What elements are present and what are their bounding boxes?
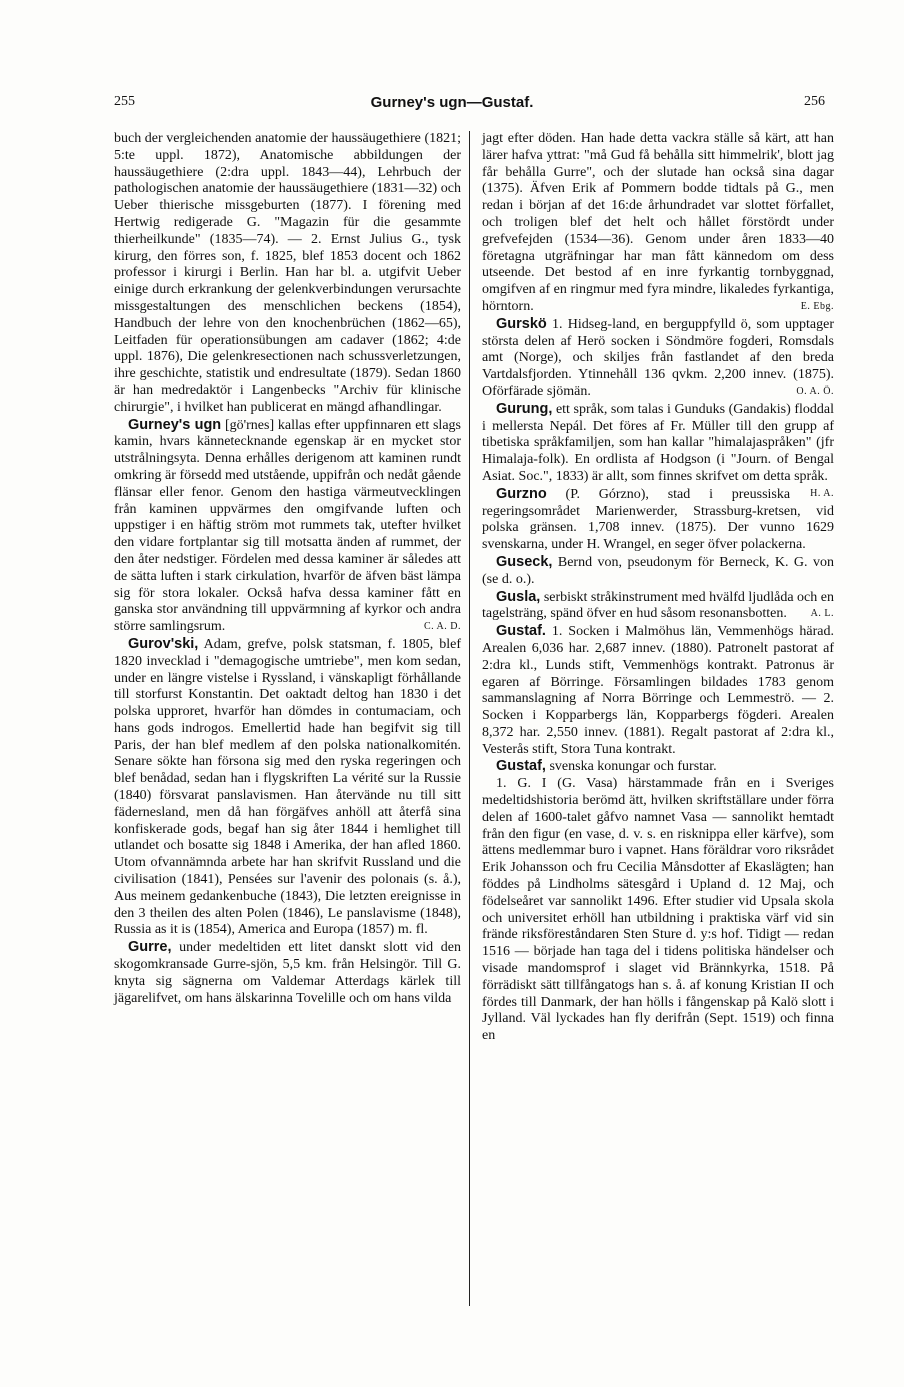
entry-text: [gö'rnes] kallas efter uppfinnaren ett slags kamin, hvars kännetecknande egenskap är en mycket stor utstrålningsyta. Denna erhålles derigenom att kaminen rundt omkring är försedd med utstående, uppifrån och nedåt gående flänsar eller fenor. Genom den hastiga värmeutvecklingen från kaminen uppvärmes den omgifvande luften och uppstiger i en häftig ström mot rummets tak, utefter hvilket den vidare fortplantar sig till motsatta änden af rummet, der den åter nedstiger. Fördelen med dessa kaminer är således att de sätta luften i stark cirkulation, hvarför de äfven bäst lämpa sig för stora lokaler. Också hafva dessa kaminer fått en ganska stor användning till uppvärmning af kyrkor och andra större samlingsrum. <box>114 417 461 635</box>
entry-gusla <box>482 589 834 624</box>
entry-headword: Guseck, <box>496 553 553 570</box>
entry-headword: Gusla, <box>496 588 541 605</box>
entry-text: under medeltiden ett litet danskt slott vid den skogomkransade Gurre-sjön, 5,5 km. från Helsingör. Till G. knyta sig sägnerna om Valdemar Atterdags kärlek till jägarelifvet, om hans älskarinna Tovelille och om hans vilda <box>114 940 461 1006</box>
entry-gustaf-konungar <box>482 758 834 776</box>
subentry-gustaf-vasa: 1. G. I (G. Vasa) härstammade från en i Sveriges medeltidshistoria berömd ätt, hvilken skriftställare under förra delen af 1600-talet gåfvo namnet Vasa — sannolikt hemtadt från den figur (en vase, d. v. s. en risknippa eller kärfve), som ättens medlemmar buro i vapnet. Hans föräldrar voro riksrådet Erik Johansson och fru Cecilia Månsdotter af Ekaslägten; han föddes på Lindholms sätesgård i Upland d. 12 Maj, och födelseåret var sannolikt 1496. Efter studier vid Upsala skola och universitet erhöll han utbildning i praktiska värf vid sin frände riksföreståndaren Sten Sture d. y:s hof. Tidigt — redan 1516 — började han taga del i tidens politiska händelser och visade mandomsprof i slaget vid Brännkyrka, 1518. På förrädiskt sätt tillfångatogs han s. å. af konung Kristian II och fördes till Danmark, der han hölls i fångenskap på Kalö slott i Jylland. Väl lyckades han fly derifrån (Sept. 1519) och finna en <box>482 776 834 1044</box>
entry-guseck <box>482 554 834 589</box>
page-number-left: 255 <box>114 94 135 109</box>
entry-text: ett språk, som talas i Gunduks (Gandakis) floddal i mellersta Nepál. Det föres af Fr. Müller till den grupp af tibetiska språkfamiljen, som han kallar "himalajaspråken" (jfr Himalaja-folk). En ordlista af Hodgson (i "Journ. of Bengal Asiat. Soc.", 1833) är allt, som finnes skrifvet om detta språk. <box>482 401 834 484</box>
entry-headword: Gurung, <box>496 400 553 417</box>
running-title: Gurney's ugn—Gustaf. <box>370 94 534 111</box>
entry-headword: Gurov'ski, <box>128 635 199 652</box>
entry-gurzno <box>482 486 834 554</box>
entry-headword: Gustaf. <box>496 623 546 640</box>
entry-gurneys-ugn <box>114 417 461 636</box>
page-header <box>0 94 904 118</box>
entry-headword: Gurskö <box>496 315 547 332</box>
author-signature: O. A. Ö. <box>796 385 834 397</box>
entry-text: 1. Hidseg-land, en berguppfylld ö, som upptager största delen af Herö socken i Söndmöre fogderi, Romsdals amt (Norge), och skiljes från fastlandet af den breda Vartdalsfjorden. Ytinnehåll 136 qvkm. 2,200 innev. (1875). Oförfärade sjömän. <box>482 316 834 399</box>
entry-text: Adam, grefve, polsk statsman, f. 1805, blef 1820 invecklad i "demagogische umtriebe", men kom sedan, under en längre vistelse i Ryssland, i vänskapligt förhållande till storfurst Konstantin. Det oaktadt deltog han 1830 i det polska upproret, hvarför han dömdes in contumaciam, och hans gods indrogos. Emellertid hade han begifvit sig till Paris, der han blef medlem af den polska nationalkomitén. Senare sökte han försona sig med den ryska regeringen och blef benådad, sedan han i flygskriften La vérité sur la Russie (1840) försvarat panslavismen. Han återvände nu till sitt fädernesland, men då han förgäfves anhöll att återfå sina konfiskerade gods, begaf han sig åter 1844 i hemlighet till utlandet och bosatte sig 1848 i Amerika, der han afled 1860. Utom ofvannämnda arbete har han skrifvit Russland und die civilisation (1841), Pensées sur l'avenir des polonais (s. å.), Aus meinem gedankenbuche (1843), Die letzten ereignisse in den 3 theilen des alten Polen (1846), Le panslavisme (1848), Russia as it is (1854), America and Europa (1857) m. fl. <box>114 636 461 938</box>
entry-headword: Gurre, <box>128 939 172 956</box>
entry-gustaf-socken <box>482 623 834 758</box>
author-signature: C. A. D. <box>423 621 461 633</box>
page-number-right: 256 <box>804 94 825 109</box>
left-column <box>114 131 461 1007</box>
entry-text: Bernd von, pseudonym för Berneck, K. G. von (se d. o.). <box>482 554 834 587</box>
entry-headword: Gurzno <box>496 485 547 502</box>
column-divider <box>469 131 470 1306</box>
entry-text: jagt efter döden. Han hade detta vackra ställe så kärt, att han lärer hafva yttrat: "må Gud få behålla sitt himmelrik', blott jag får behålla Gurre", och der slutade han också sina dagar (1375). Äfven Erik af Pommern bodde tidtals på G., men redan i början af det 16:de århundradet var slottet förfallet, och troligen blef det helt och hållet förstördt under grefvefejden (1534—36). Genom under åren 1833—40 företagna utgräfningar har man fått kännedom om dess utseende. Det bestod af en inre fyrkantig tornbyggnad, omgifven af en ringmur med fyra mindre, likaledes fyrkantiga, hörntorn. <box>482 131 834 314</box>
continued-paragraph <box>482 131 834 316</box>
author-signature: A. L. <box>810 608 834 620</box>
author-signature: E. Ebg. <box>800 300 834 312</box>
entry-text: svenska konungar och furstar. <box>545 759 717 775</box>
entry-gurovski <box>114 636 461 939</box>
entry-text: 1. Socken i Malmöhus län, Vemmenhögs härad. Arealen 6,036 har. 2,687 innev. (1880). Patronelt pastorat af 2:dra kl., Lunds stift, Vemmenhögs kontrakt. Patronus är egaren af Börringe. Församlingen bildades 1783 genom sammanslagning af Norra Börringe och Lemmeströ. — 2. Socken i Kopparbergs län, Kopparbergs fögderi. Arealen 8,372 har. 2,550 innev. (1881). Regalt pastorat af 2:dra kl., Vesterås stift, Stora Tuna kontrakt. <box>482 624 834 757</box>
entry-text: serbiskt stråkinstrument med hvälfd ljudlåda och en tagelsträng, spänd öfver en hud såsom resonansbotten. <box>482 589 834 622</box>
entry-gurre <box>114 939 461 1007</box>
entry-text: (P. Górzno), stad i preussiska regeringsområdet Marienwerder, Strassburg-kretsen, vid polska gränsen. 1,708 innev. (1875). Der vunno 1629 svenskarna, under H. Wrangel, en seger öfver polackerna. <box>482 486 834 553</box>
author-signature: H. A. <box>810 487 834 499</box>
entry-gursko <box>482 316 834 401</box>
entry-headword: Gurney's ugn <box>128 416 222 433</box>
continued-paragraph: buch der vergleichenden anatomie der haussäugethiere (1821; 5:te uppl. 1872), Anatomische abbildungen der haussäugethiere (2:dra uppl. 1843—44), Lehrbuch der pathologischen anatomie der haussäugethiere (1831—32) och Ueber thierische missgeburten (1877). I förening med Hertwig redigerade G. "Magazin für die gesammte thierheilkunde" (1835—74). — 2. Ernst Julius G., tysk kirurg, den förres son, f. 1825, blef 1853 docent och 1862 professor i kirurgi i Berlin. Han har bl. a. utgifvit Ueber einige durch erkrankung der gelenkverbindungen verursachte missgestaltungen des menschlichen beckens (1854), Handbuch der lehre von den knochenbrüchen (1862—65), Leitfaden für operationsübungen am cadaver (1862; 4:de uppl. 1876), Die gelenkresectionen nach schussverletzungen, ihre geschichte, statistik und endresultate (1879). Sedan 1860 är han medredaktör i Langenbecks "Archiv für klinische chirurgie", i hvilket han publicerat en mängd afhandlingar. <box>114 131 461 415</box>
right-column <box>482 131 834 1045</box>
entry-headword: Gustaf, <box>496 758 546 775</box>
